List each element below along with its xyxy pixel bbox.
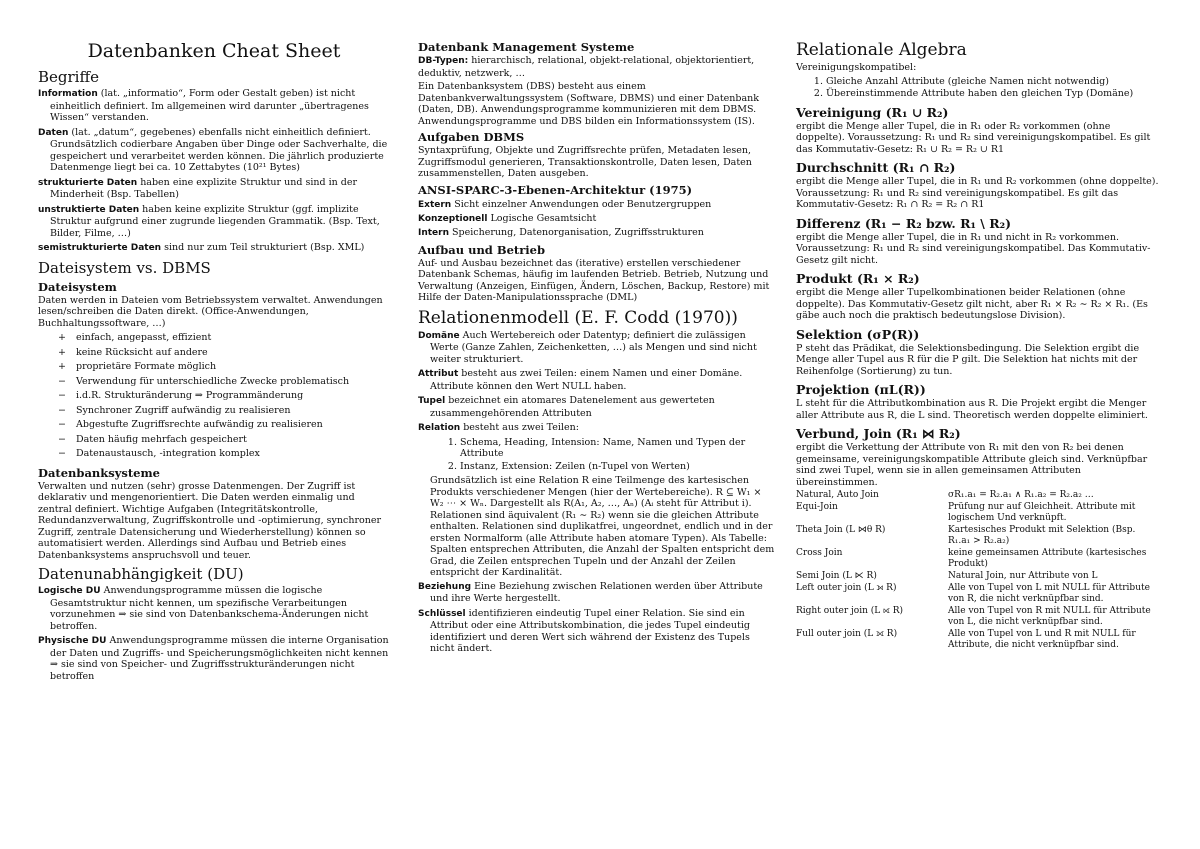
definition-item [418,395,776,419]
term: semistrukturierte Daten [38,243,162,253]
datenunabhaengigkeit-heading: Datenunabhängigkeit (DU) [38,565,244,583]
join-name: Cross Join [796,548,843,558]
definition: Auch Wertebereich oder Datentyp; definiert die zulässigen Werte (Ganze Zahlen, Zeichenketten, …) als Mengen und sind nicht weiter strukturiert. [430,329,757,365]
bullet-symbol: − [58,448,66,459]
term: Tupel [418,396,446,406]
durchschnitt-paragraph: ergibt die Menge aller Tupel, die in R₁ und R₂ vorkommen (ohne doppelte). Voraussetzung: R₁ und R₂ sind vereinigungskompatibel. Es gilt das Kommutativ-Gesetz: R₁ ∩ R₂ = R₂ ∩ R1 [796,176,1159,210]
join-name: Natural, Auto Join [796,490,879,500]
term: DB-Typen: [418,56,469,66]
column-2 [418,40,776,658]
join-desc: Alle von Tupel von R mit NULL für Attribute von L, die nicht verknüpfbar sind. [948,606,1151,627]
relationale-algebra-heading: Relationale Algebra [796,40,967,60]
bullet-symbol: − [58,404,66,416]
term: Schlüssel [418,608,466,619]
join-desc: Kartesisches Produkt mit Selektion (Bsp. R₁.a₁ > R₂.a₂) [948,525,1136,546]
definition: (lat. „informatio“, Form oder Gestalt geben) ist nicht einheitlich definiert. Im allgemeinen wird darunter „übertragenes Wissen“ verstanden. [50,88,369,123]
join-desc: keine gemeinsamen Attribute (kartesisches Produkt) [948,548,1147,569]
selektion-paragraph: P steht das Prädikat, die Selektionsbedingung. Die Selektion ergibt die Menge aller Tupel aus R für die P gilt. Die Selektion hat nichts mit der Reihenfolge (Sortierung) zu tun. [796,342,1140,377]
datenbanksysteme-paragraph: Verwalten und nutzen (sehr) grosse Datenmengen. Der Zugriff ist deklarativ und mengenorientiert. Die Daten werden einmalig und zentral definiert. Wichtige Aufgaben (Integritätskontrolle, Redundanzverwaltung, Zugriffskontrolle und -optimierung, synchroner Zugriff, zentrale Datensicherung und Wiederherstellung) können so automatisiert werden. Allerdings sind Aufbau und Betrieb eines Datenbanksystems anspruchsvoll und teuer. [38,480,382,561]
term: Konzeptionell [418,213,488,224]
bullet-symbol: − [58,419,66,430]
datenbanksysteme-heading: Datenbanksysteme [38,465,160,480]
list-item [58,404,390,419]
definition-item [418,368,776,392]
differenz-heading: Differenz (R₁ − R₂ bzw. R₁ \ R₂) [796,215,1012,231]
definition-item [418,581,776,605]
definition: identifizieren eindeutig Tupel einer Relation. Sie sind ein Attribut oder eine Attributskombination, die jedes Tupel eindeutig identifiziert und deren Wert sich während der Existenz des Tupels nicht ändert. [430,607,750,654]
join-name: Right outer join (L ⟖ R) [796,606,904,616]
aufbau-betrieb-heading: Aufbau und Betrieb [418,242,545,257]
dbms-paragraph: Ein Datenbanksystem (DBS) besteht aus einem Datenbankverwaltungssystem (Software, DBMS) und einer Datenbank (Daten, DB). Anwendungsprogramme kommunizieren mit dem DBMS. Anwendungsprogramme und DBS bilden ein Informationssystem (IS). [418,81,760,127]
term: Daten [38,127,69,138]
bullet-symbol: + [58,332,66,343]
list-item-text: Verwendung für unterschiedliche Zwecke problematisch [76,375,350,387]
join-name: Theta Join (L ⋈θ R) [796,525,886,535]
list-item: 1. Schema, Heading, Intension: Name, Namen und Typen der Attribute [460,437,776,460]
join-desc: Natural Join, nur Attribute von L [948,571,1098,581]
definition: Eine Beziehung zwischen Relationen werden über Attribute und ihre Werte hergestellt. [430,580,763,604]
bullet-symbol: + [58,346,66,358]
list-item: 2. Übereinstimmende Attribute haben den gleichen Typ (Domäne) [826,88,1160,100]
selektion-heading: Selektion (σP(R)) [796,326,920,342]
bullet-symbol: + [58,361,66,372]
page-title: Datenbanken Cheat Sheet [87,40,341,62]
list-item-text: Abgestufte Zugriffsrechte aufwändig zu realisieren [76,419,323,430]
join-name: Semi Join (L ⋉ R) [796,571,877,581]
term: Information [38,89,98,99]
list-item [58,360,390,375]
join-heading: Verbund, Join (R₁ ⋈ R₂) [796,426,961,441]
definition: Logische Gesamtsicht [487,212,597,224]
list-item-text: i.d.R. Strukturänderung ⇒ Programmänderung [76,390,304,401]
relation-paragraph: Grundsätzlich ist eine Relation R eine Teilmenge des kartesischen Produkts verschiedener Mengen (hier der Wertebereiche). R ⊆ W₁ × W₂ ⋯ × Wₙ. Dargestellt als R(A₁, A₂, …, Aₙ) (Aᵢ steht für Attribut i). Relationen sind äquivalent (R₁ ∼ R₂) wenn sie die gleichen Attribute enthalten. Relationen sind duplikatfrei, ungeordnet, endlich und in der ersten Normalform (alle Attribute haben atomare Typen). Als Tabelle: Spalten entsprechen Attributen, die Anzahl der Spalten entspricht dem Grad, die Zeilen entsprechen Tupeln und der Anzahl der Zeilen entspricht der Kardinalität. [430,475,775,578]
definition: Anwendungsprogramme müssen die logische Gesamtstruktur nicht kennen, um spezifische Verarbeitungen vorzunehmen ⇒ sie sind von Datenbankschema-Änderungen nicht betroffen. [50,585,369,632]
term: Logische DU [38,586,101,596]
definition: besteht aus zwei Teilen: einem Namen und einer Domäne. Attribute können den Wert NULL haben. [430,368,743,392]
compat-list [796,76,1160,100]
pros-cons-list [38,331,390,462]
projektion-heading: Projektion (πL(R)) [796,382,926,397]
bullet-symbol: − [58,433,66,445]
list-item [58,331,390,346]
column-1 [38,40,390,685]
list-item-text: Daten häufig mehrfach gespeichert [76,433,247,445]
definition-item [38,635,390,682]
relation-parts-list [418,437,776,473]
durchschnitt-heading: Durchschnitt (R₁ ∩ R₂) [796,160,956,175]
join-types-table [796,490,1160,652]
bullet-symbol: − [58,375,66,387]
definition: bezeichnet ein atomares Datenelement aus gewerteten zusammengehörenden Attributen [430,395,715,419]
dateisystem-vs-dbms-heading: Dateisystem vs. DBMS [38,258,211,277]
db-types-paragraph [418,55,776,79]
term: Attribut [418,369,459,379]
list-item-text: proprietäre Formate möglich [76,361,217,372]
aufgaben-dbms-heading: Aufgaben DBMS [418,130,525,144]
aufbau-paragraph: Auf- und Ausbau bezeichnet das (iterative) erstellen verschiedener Datenbank Schemas, häufig im laufenden Betrieb. Betrieb, Nutzung und Verwaltung (Anzeigen, Einfügen, Ändern, Löschen, Backup, Restore) mit Hilfe der Daten-Manipulationssprache (DML) [418,257,770,303]
list-item-text: keine Rücksicht auf andere [76,346,208,358]
definition: Anwendungsprogramme müssen die interne Organisation der Daten und Zugriffs- und Speicherungsmöglichkeiten nicht kennen ⇒ sie sind von Speicher- und Zugriffsstrukturänderungen nicht betroffen [50,635,389,682]
list-item [58,375,390,390]
term: Domäne [418,330,460,341]
definition: haben keine explizite Struktur (ggf. implizite Struktur aufgrund einer zugrunde liegenden Grammatik. (Bsp. Text, Bilder, Filme, …) [50,203,380,239]
definition-item [418,330,776,366]
term: Intern [418,227,450,238]
compat-paragraph: Vereinigungskompatibel: [796,62,917,73]
join-name: Full outer join (L ⟗ R) [796,629,898,639]
term: strukturierte Daten [38,177,138,188]
join-paragraph: ergibt die Verkettung der Attribute von R₁ mit den von R₂ bei denen gemeinsame, vereinigungskompatible Attribute gleich sind. Verknüpfbar sind zwei Tupel, wenn sie in allen gemeinsamen Attributen übereinstimmen. [796,442,1148,488]
term: Physische DU [38,636,107,646]
definition-item [38,204,390,240]
term: unstruktierte Daten [38,204,140,215]
join-desc: σR₁.a₁ = R₂.a₁ ∧ R₁.a₂ = R₂.a₂ … [948,490,1094,500]
definition-item [38,127,390,174]
list-item: 2. Instanz, Extension: Zeilen (n-Tupel von Werten) [460,461,776,473]
ansi-sparc-heading: ANSI-SPARC-3-Ebenen-Architektur (1975) [418,182,693,197]
produkt-heading: Produkt (R₁ × R₂) [796,271,920,286]
term: Relation [418,423,461,433]
definition-item [418,608,776,655]
definition: hierarchisch, relational, objekt-relational, objektorientiert, deduktiv, netzwerk, … [418,55,755,79]
definition: (lat. „datum“, gegebenes) ebenfalls nicht einheitlich definiert. Grundsätzlich codierbare Angaben über Dinge oder Sachverhalte, die gespeichert und verarbeitet werden können. Die jährlich produzierte Datenmenge liegt bei ca. 10 Zettabytes (10²¹ Bytes) [50,126,388,173]
begriffe-list [38,88,390,255]
vereinigung-heading: Vereinigung (R₁ ∪ R₂) [796,104,949,120]
definition-item [418,212,776,226]
differenz-paragraph: ergibt die Menge aller Tupel, die in R₁ und nicht in R₂ vorkommen. Voraussetzung: R₁ und R₂ sind vereinigungskompatibel. Das Kommutativ-Gesetz gilt nicht. [796,231,1151,266]
definition: haben eine explizite Struktur und sind in der Minderheit (Bsp. Tabellen) [50,176,358,200]
dbms-heading: Datenbank Management Systeme [418,40,635,54]
list-item-text: Synchroner Zugriff aufwändig zu realisieren [76,404,291,416]
relationenmodell-heading: Relationenmodell (E. F. Codd (1970)) [418,307,738,328]
term: Beziehung [418,581,472,592]
definition: Speicherung, Datenorganisation, Zugriffsstrukturen [449,226,704,238]
dateisystem-paragraph: Daten werden in Dateien vom Betriebssystem verwaltet. Anwendungen lesen/schreiben die Daten direkt. (Office-Anwendungen, Buchhaltungssoftware, …) [38,294,383,329]
bullet-symbol: − [58,390,66,401]
join-desc: Alle von Tupel von L und R mit NULL für Attribute, die nicht verknüpfbar sind. [948,629,1136,650]
list-item-text: einfach, angepasst, effizient [76,332,212,343]
definition-item [38,177,390,201]
join-desc: Alle von Tupel von L mit NULL für Attribute von R, die nicht verknüpfbar sind. [948,583,1150,604]
list-item [58,433,390,448]
aufgaben-paragraph: Syntaxprüfung, Objekte und Zugriffsrechte prüfen, Metadaten lesen, Zugriffsmodul generieren, Transaktionskontrolle, Daten lesen, Daten zusammenstellen, Daten ausgeben. [418,145,752,179]
list-item: 1. Gleiche Anzahl Attribute (gleiche Namen nicht notwendig) [826,76,1160,88]
list-item [58,389,390,404]
column-3 [796,40,1160,652]
definition-item [38,88,390,124]
definition-item [418,422,776,435]
definition-item [38,242,390,255]
definition: besteht aus zwei Teilen: [460,422,579,433]
list-item [58,447,390,462]
join-desc: Prüfung nur auf Gleichheit. Attribute mit logischem Und verknüpft. [948,502,1136,523]
projektion-paragraph: L steht für die Attributkombination aus R. Die Projekt ergibt die Menger aller Attribute aus R, die L sind. Theoretisch werden doppelte eliminiert. [796,398,1148,421]
definition: Sicht einzelner Anwendungen oder Benutzergruppen [451,198,712,210]
definition: sind nur zum Teil strukturiert (Bsp. XML) [161,242,365,253]
list-item-text: Datenaustausch, -integration komplex [76,448,260,459]
join-name: Left outer join (L ⟕ R) [796,583,897,593]
vereinigung-paragraph: ergibt die Menge aller Tupel, die in R₁ oder R₂ vorkommen (ohne doppelte). Voraussetzung: R₁ und R₂ sind vereinigungskompatibel. Es gilt das Kommutativ-Gesetz: R₁ ∪ R₂ = R₂ ∪ R1 [796,120,1151,155]
produkt-paragraph: ergibt die Menge aller Tupelkombinationen beider Relationen (ohne doppelte). Das Kommutativ-Gesetz gilt nicht, aber R₁ × R₂ ∼ R₂ × R₁. (Es gäbe auch noch die praktisch bedeutungslose Division). [796,287,1148,321]
dateisystem-heading: Dateisystem [38,279,117,294]
begriffe-heading: Begriffe [38,68,100,86]
definition-item [418,226,776,240]
join-name: Equi-Join [796,502,838,512]
list-item [58,346,390,361]
list-item [58,418,390,433]
term: Extern [418,199,452,210]
definition-item [418,198,776,212]
definition-item [38,585,390,632]
